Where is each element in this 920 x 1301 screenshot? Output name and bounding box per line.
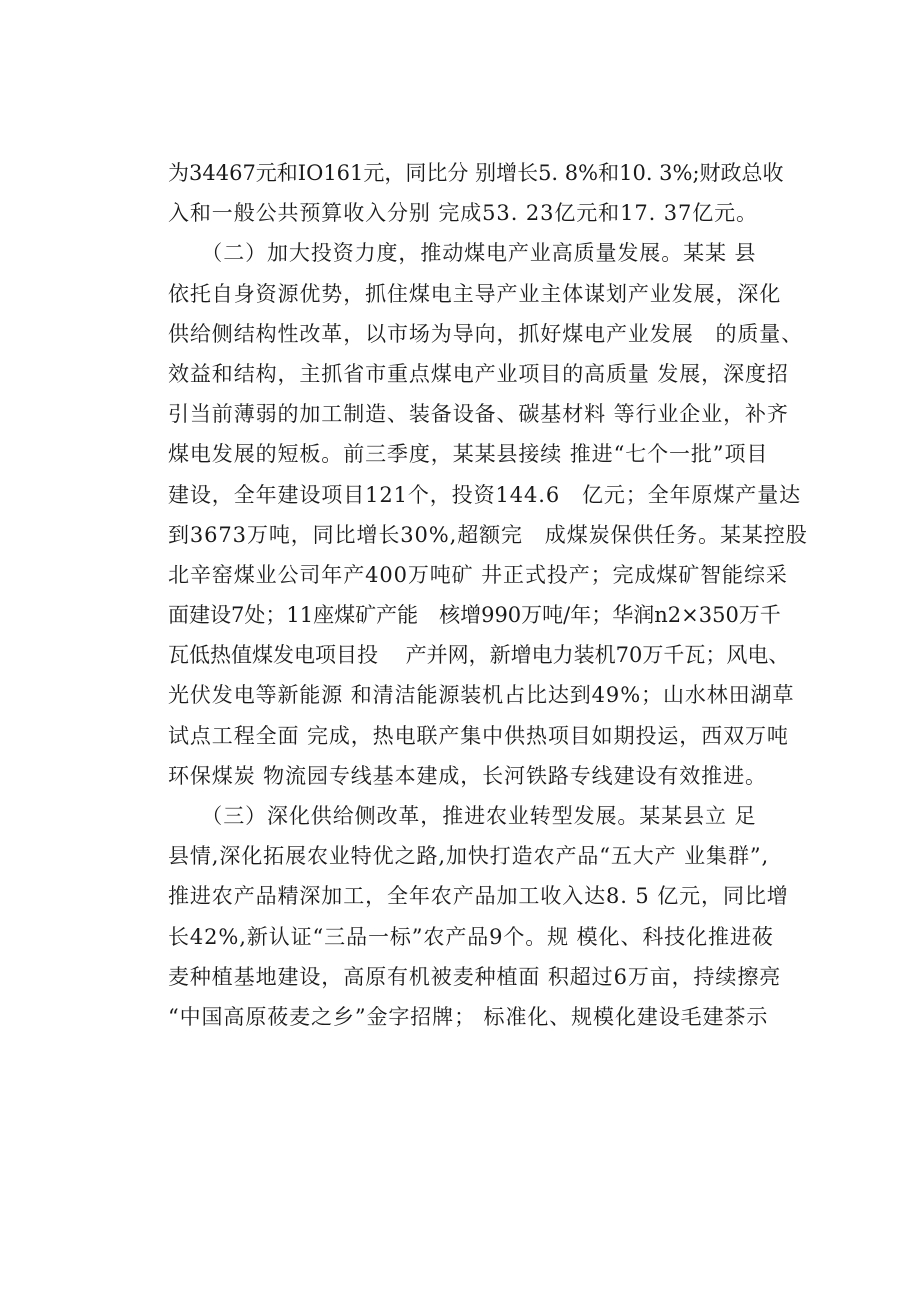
text-line: 试点工程全面 完成，热电联产集中供热项目如期投运，西双万吨 <box>168 723 789 748</box>
body-text <box>168 153 808 1037</box>
text-line: 供给侧结构性改革，以市场为导向，抓好煤电产业发展 的质量、 <box>168 321 804 346</box>
text-line: （二）加大投资力度，推动煤电产业高质量发展。某某 县 <box>168 241 757 266</box>
text-line: 效益和结构，主抓省市重点煤电产业项目的高质量 发展，深度招 <box>168 361 789 386</box>
text-line: 面建设7处；11座煤矿产能 核增990万吨/年；华润n2×350万千 <box>168 603 781 628</box>
text-line: （三）深化供给侧改革，推进农业转型发展。某某县立 足 <box>168 804 757 828</box>
text-line: 长42%,新认证“三品一标”农产品9个。规 模化、科技化推进莜 <box>168 924 774 949</box>
text-line: 依托自身资源优势，抓住煤电主导产业主体谋划产业发展，深化 <box>168 281 782 306</box>
text-line: 光伏发电等新能源 和清洁能源装机占比达到49%；山水林田湖草 <box>168 683 795 708</box>
text-line: 环保煤炭 物流园专线基本建成，长河铁路专线建设有效推进。 <box>168 763 767 788</box>
text-line: 为34467元和IO161元，同比分 别增长5. 8%和10. 3%;财政总收 <box>168 161 784 185</box>
text-line: 煤电发展的短板。前三季度，某某县接续 推进“七个一批”项目 <box>168 442 769 467</box>
text-line: 瓦低热值煤发电项目投 产并网，新增电力装机70万千瓦；风电、 <box>168 643 790 668</box>
text-line: 县情,深化拓展农业特优之路,加快打造农产品“五大产 业集群”, <box>168 844 770 869</box>
text-line: 到3673万吨，同比增长30%,超额完 成煤炭保供任务。某某控股 <box>168 522 808 547</box>
text-line: 北辛窑煤业公司年产400万吨矿 井正式投产；完成煤矿智能综采 <box>168 562 788 587</box>
text-line: 入和一般公共预算收入分别 完成53. 23亿元和17. 37亿元。 <box>168 201 758 226</box>
text-line: 推进农产品精深加工，全年农产品加工收入达8. 5 亿元，同比增 <box>168 884 789 909</box>
text-line: 引当前薄弱的加工制造、装备设备、碳基材料 等行业企业，补齐 <box>168 402 789 427</box>
text-line: 麦种植基地建设，高原有机被麦种植面 积超过6万亩，持续擦亮 <box>168 964 782 989</box>
text-line: 建设，全年建设项目121个，投资144.6 亿元；全年原煤产量达 <box>168 482 801 507</box>
text-line: “中国高原莜麦之乡”金字招牌； 标准化、规模化建设毛建茶示 <box>168 1004 769 1029</box>
